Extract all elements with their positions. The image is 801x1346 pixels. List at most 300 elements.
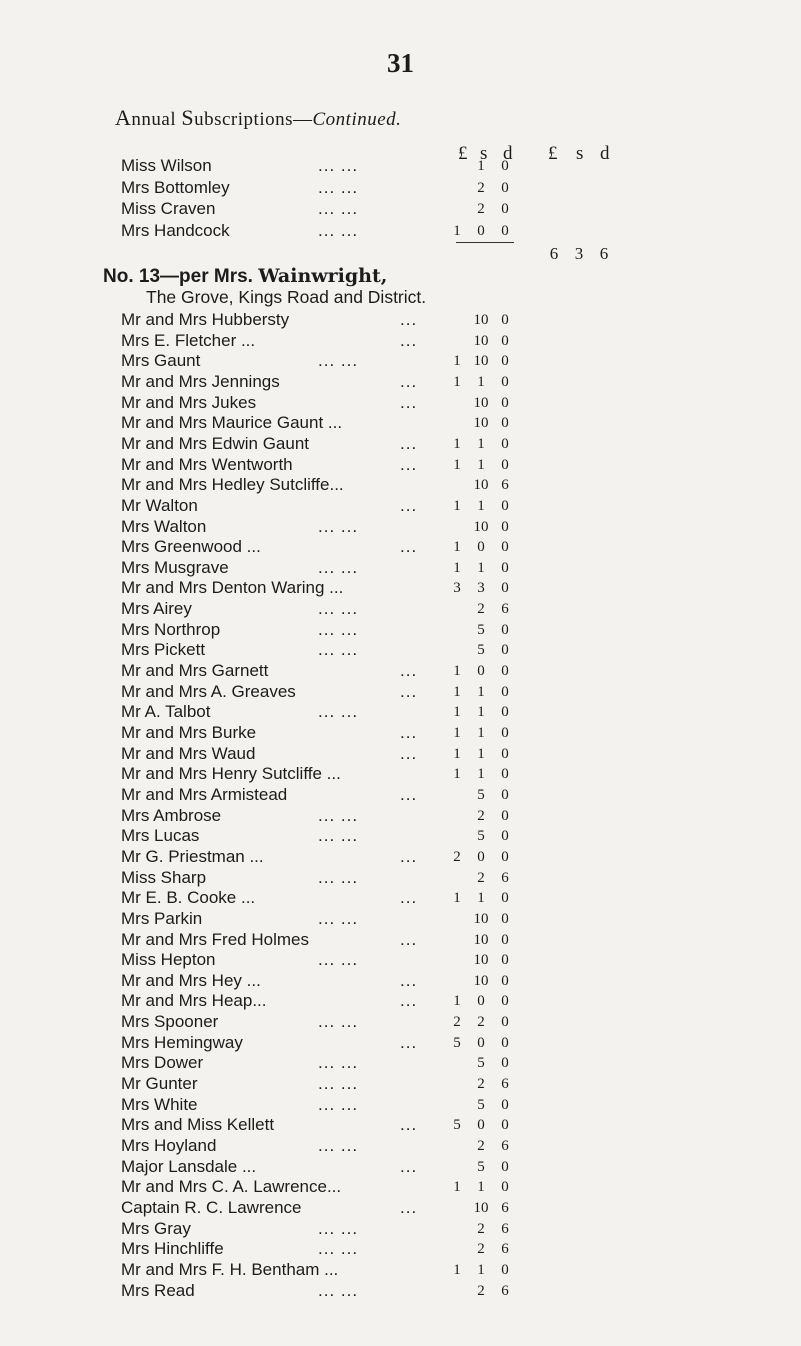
- amount-shillings: 2: [477, 1220, 485, 1237]
- amount-pence: 0: [501, 642, 509, 659]
- subscriber-name: Mr and Mrs Fred Holmes: [121, 929, 309, 949]
- subscriber-name: Mrs Hemingway: [121, 1032, 243, 1052]
- leader-dots: ... ...: [318, 1012, 359, 1032]
- list-item: [0, 1259, 801, 1281]
- subscriber-name: Mrs Gaunt: [121, 351, 201, 371]
- leader-dots: ...: [400, 371, 418, 391]
- amount-pence: 0: [501, 201, 509, 217]
- list-item: [0, 887, 801, 909]
- list-item: [0, 392, 801, 414]
- leader-dots: ... ...: [318, 516, 359, 536]
- amount-pence: 0: [501, 952, 509, 969]
- amount-shillings: 0: [477, 663, 485, 680]
- leader-dots: ... ...: [318, 867, 359, 887]
- list-item: [0, 330, 801, 352]
- amount-shillings: 5: [477, 1055, 485, 1072]
- section-number: No. 13: [103, 266, 161, 287]
- amount-pence: 0: [501, 745, 509, 762]
- amount-pence: 0: [501, 312, 509, 328]
- list-item: [0, 701, 801, 723]
- subscriber-name: Mrs Hinchliffe: [121, 1239, 224, 1259]
- amount-pounds: 2: [453, 848, 461, 865]
- subscriber-name: Mr and Mrs Henry Sutcliffe ...: [121, 764, 341, 784]
- subscriber-name: Mr and Mrs Garnett: [121, 661, 269, 681]
- amount-pounds: 1: [453, 222, 461, 239]
- subscriber-name: Miss Wilson: [121, 156, 212, 175]
- list-item: [0, 763, 801, 785]
- amount-shillings: 5: [477, 621, 485, 638]
- leader-dots: ...: [400, 970, 418, 990]
- leader-dots: ...: [400, 1156, 418, 1176]
- subscriber-name: Mrs Hoyland: [121, 1136, 217, 1155]
- leader-dots: ... ...: [318, 826, 359, 846]
- leader-dots: ... ...: [318, 619, 359, 639]
- amount-pounds: 1: [453, 497, 461, 514]
- leader-dots: ... ...: [318, 1094, 359, 1114]
- subscriber-name: Mr and Mrs Wentworth: [121, 454, 293, 474]
- subscriber-name: Miss Craven: [121, 199, 216, 218]
- amount-pence: 6: [501, 1241, 509, 1258]
- amount-pence: 0: [501, 910, 509, 927]
- leader-dots: ... ...: [318, 1074, 359, 1094]
- amount-pounds: 5: [453, 1034, 461, 1051]
- total-pence: 6: [599, 244, 609, 263]
- leader-dots: ... ...: [318, 351, 359, 371]
- heading-dash: —: [293, 109, 313, 130]
- amount-pence: 0: [501, 559, 509, 576]
- leader-dots: ...: [400, 1032, 418, 1052]
- list-item: [0, 908, 801, 930]
- leader-dots: ...: [400, 681, 418, 701]
- leader-dots: ... ...: [318, 156, 359, 175]
- leader-dots: ...: [400, 661, 418, 681]
- leader-dots: ... ...: [318, 1136, 359, 1155]
- heading-part-ubscriptions: ubscriptions: [194, 109, 293, 130]
- amount-pence: 0: [501, 807, 509, 824]
- leader-dots: ...: [400, 330, 418, 350]
- list-item: [0, 495, 801, 517]
- heading-continued: Continued.: [312, 109, 402, 130]
- subscriber-name: Mrs Musgrave: [121, 557, 229, 577]
- list-item: [0, 1135, 801, 1157]
- amount-pence: 6: [501, 1282, 509, 1299]
- list-item: [0, 454, 801, 476]
- amount-shillings: 10: [473, 518, 489, 535]
- amount-pounds: 1: [453, 373, 461, 390]
- amount-pounds: 1: [453, 766, 461, 783]
- amount-pounds: 2: [453, 1014, 461, 1031]
- heading-initial-a: A: [115, 105, 132, 130]
- amount-pence: 0: [501, 158, 509, 174]
- amount-shillings: 0: [477, 848, 485, 865]
- section-per: per Mrs.: [179, 266, 259, 287]
- list-item: [0, 516, 801, 538]
- list-item: [0, 198, 801, 220]
- amount-pence: 6: [501, 477, 509, 494]
- amount-shillings: 10: [473, 477, 489, 494]
- list-item: [0, 825, 801, 847]
- subscriber-name: Mr and Mrs F. H. Bentham ...: [121, 1259, 339, 1279]
- amount-pence: 0: [501, 828, 509, 845]
- subscriber-name: Mr and Mrs Maurice Gaunt ...: [121, 413, 343, 433]
- leader-dots: ... ...: [318, 1218, 359, 1238]
- subscriber-name: Mrs Bottomley: [121, 177, 230, 197]
- amount-pence: 6: [501, 1199, 509, 1216]
- subscriber-name: Mrs Read: [121, 1280, 195, 1300]
- amount-pence: 0: [501, 1261, 509, 1278]
- amount-pence: 0: [501, 663, 509, 680]
- subscriber-name: Mrs White: [121, 1094, 198, 1114]
- subscriber-name: Mr and Mrs Hedley Sutcliffe...: [121, 475, 344, 495]
- list-item: [0, 1094, 801, 1116]
- subscriber-name: Mrs and Miss Kellett: [121, 1115, 275, 1135]
- amount-shillings: 3: [477, 580, 485, 597]
- col-head-pound-2: £: [548, 143, 558, 164]
- section-title: [103, 265, 387, 288]
- amount-shillings: 0: [477, 993, 485, 1010]
- amount-pence: 0: [501, 539, 509, 556]
- amount-pence: 0: [501, 179, 509, 196]
- amount-pence: 0: [501, 683, 509, 700]
- leader-dots: ...: [400, 784, 418, 804]
- amount-shillings: 1: [477, 435, 485, 452]
- amount-shillings: 5: [477, 1158, 485, 1175]
- amount-pounds: 1: [453, 683, 461, 700]
- total-rule: [456, 242, 514, 243]
- amount-shillings: 2: [477, 869, 485, 886]
- leader-dots: ... ...: [318, 805, 359, 825]
- subscriber-name: Mr and Mrs Armistead: [121, 784, 288, 804]
- page-heading: [115, 105, 401, 131]
- amount-pence: 0: [501, 766, 509, 783]
- amount-pounds: 1: [453, 1261, 461, 1278]
- amount-pence: 0: [501, 621, 509, 638]
- leader-dots: ...: [400, 537, 418, 557]
- subscriber-name: Mr and Mrs Edwin Gaunt: [121, 433, 310, 453]
- leader-dots: ... ...: [318, 908, 359, 928]
- leader-dots: ...: [400, 1197, 418, 1217]
- amount-pounds: 1: [453, 725, 461, 741]
- subscriber-name: Mr and Mrs Denton Waring ...: [121, 578, 344, 598]
- amount-pence: 0: [501, 332, 509, 349]
- list-item: [0, 1052, 801, 1074]
- subscriber-name: Mr and Mrs Burke: [121, 723, 257, 742]
- amount-pence: 0: [501, 1117, 509, 1134]
- subscriber-name: Mr G. Priestman ...: [121, 846, 264, 866]
- list-item: [0, 681, 801, 703]
- amount-shillings: 10: [473, 972, 489, 989]
- list-item: [0, 371, 801, 393]
- leader-dots: ... ...: [318, 1053, 359, 1073]
- amount-shillings: 2: [477, 601, 485, 618]
- amount-shillings: 5: [477, 642, 485, 659]
- amount-pounds: 1: [453, 435, 461, 452]
- amount-pence: 0: [501, 518, 509, 535]
- amount-shillings: 1: [477, 456, 485, 473]
- subscriber-name: Mrs Handcock: [121, 220, 230, 240]
- subscriber-name: Mrs Airey: [121, 599, 192, 619]
- amount-pence: 0: [501, 704, 509, 721]
- subscriber-name: Mrs Dower: [121, 1053, 204, 1073]
- amount-pence: 0: [501, 725, 509, 741]
- amount-shillings: 2: [477, 1014, 485, 1031]
- section-address: The Grove, Kings Road and District.: [146, 287, 427, 307]
- amount-shillings: 1: [477, 559, 485, 576]
- subscriber-name: Mr and Mrs Waud: [121, 743, 256, 763]
- amount-pence: 0: [501, 1055, 509, 1072]
- amount-shillings: 1: [477, 725, 485, 741]
- subscriber-name: Mr Gunter: [121, 1074, 198, 1094]
- subscriber-name: Mr E. B. Cooke ...: [121, 888, 256, 908]
- subscriber-name: Mrs Ambrose: [121, 805, 222, 825]
- subscriber-name: Mrs Greenwood ...: [121, 537, 261, 557]
- amount-pence: 0: [501, 786, 509, 803]
- subscriber-name: Major Lansdale ...: [121, 1156, 257, 1176]
- subscriber-name: Miss Hepton: [121, 950, 216, 970]
- list-item: [0, 433, 801, 455]
- amount-shillings: 1: [477, 373, 485, 390]
- amount-shillings: 1: [477, 890, 485, 907]
- subscriber-name: Miss Sharp: [121, 867, 207, 887]
- amount-shillings: 0: [477, 1034, 485, 1051]
- list-item: [0, 990, 801, 1012]
- amount-shillings: 10: [473, 394, 489, 411]
- amount-pence: 0: [501, 972, 509, 989]
- leader-dots: ... ...: [318, 640, 359, 660]
- amount-shillings: 10: [473, 1199, 489, 1216]
- amount-pence: 0: [501, 1158, 509, 1175]
- amount-shillings: 1: [477, 766, 485, 783]
- amount-pence: 0: [501, 1034, 509, 1051]
- amount-shillings: 10: [473, 353, 489, 370]
- amount-pence: 0: [501, 415, 509, 432]
- amount-shillings: 0: [477, 539, 485, 556]
- subscriber-name: Mrs Spooner: [121, 1012, 219, 1032]
- amount-pence: 6: [501, 869, 509, 886]
- amount-shillings: 1: [477, 497, 485, 514]
- list-item: [0, 949, 801, 971]
- subscriber-name: Mrs E. Fletcher ...: [121, 330, 256, 350]
- amount-pence: 6: [501, 1138, 509, 1154]
- list-item: [0, 1156, 801, 1178]
- leader-dots: ...: [400, 929, 418, 949]
- amount-shillings: 1: [477, 745, 485, 762]
- amount-pence: 0: [501, 353, 509, 370]
- list-item: [0, 1197, 801, 1219]
- amount-shillings: 1: [477, 683, 485, 700]
- amount-shillings: 10: [473, 931, 489, 948]
- amount-pounds: 1: [453, 890, 461, 907]
- subscriber-name: Mr and Mrs Jennings: [121, 371, 280, 391]
- leader-dots: ...: [400, 888, 418, 908]
- list-item: [0, 1280, 801, 1302]
- list-item: [0, 557, 801, 579]
- leader-dots: ...: [400, 454, 418, 474]
- amount-shillings: 10: [473, 952, 489, 969]
- leader-dots: ...: [400, 310, 418, 329]
- total-shillings: 3: [574, 244, 584, 263]
- amount-pounds: 1: [453, 1179, 461, 1196]
- col-head-shilling-1: s: [480, 143, 488, 164]
- list-item: [0, 350, 801, 372]
- leader-dots: ...: [400, 495, 418, 515]
- list-item: [0, 660, 801, 682]
- amount-pounds: 1: [453, 539, 461, 556]
- leader-dots: ...: [400, 1115, 418, 1135]
- list-item: [0, 784, 801, 806]
- leader-dots: ...: [400, 846, 418, 866]
- leader-dots: ... ...: [318, 177, 359, 197]
- list-item: [0, 1176, 801, 1198]
- leader-dots: ... ...: [318, 1280, 359, 1300]
- col-head-pence-2: d: [600, 143, 610, 164]
- subscriber-name: Mr Walton: [121, 495, 198, 515]
- list-item: [0, 577, 801, 599]
- leader-dots: ... ...: [318, 557, 359, 577]
- amount-pence: 0: [501, 222, 509, 239]
- amount-shillings: 10: [473, 415, 489, 432]
- leader-dots: ... ...: [318, 950, 359, 970]
- subscriber-name: Mr and Mrs A. Greaves: [121, 681, 296, 701]
- subscriber-name: Mrs Gray: [121, 1218, 191, 1238]
- leader-dots: ... ...: [318, 702, 359, 722]
- subscriber-name: Mrs Pickett: [121, 640, 206, 660]
- col-head-pence-1: d: [503, 143, 513, 164]
- leader-dots: ... ...: [318, 199, 359, 218]
- heading-initial-s: S: [181, 105, 195, 130]
- list-item: [0, 1238, 801, 1260]
- amount-pounds: 1: [453, 993, 461, 1010]
- list-item: [0, 220, 801, 242]
- leader-dots: ... ...: [318, 599, 359, 619]
- heading-part-nnual: nnual: [131, 109, 182, 130]
- amount-pence: 0: [501, 1096, 509, 1113]
- amount-shillings: 2: [477, 201, 485, 217]
- list-item: [0, 1218, 801, 1240]
- amount-shillings: 10: [473, 332, 489, 349]
- amount-pence: 6: [501, 1220, 509, 1237]
- amount-pounds: 5: [453, 1117, 461, 1134]
- amount-shillings: 1: [477, 1261, 485, 1278]
- amount-shillings: 10: [473, 910, 489, 927]
- list-item: [0, 805, 801, 827]
- list-item: [0, 474, 801, 496]
- section-collector: Wainwright,: [258, 265, 388, 287]
- total-pounds: 6: [549, 244, 559, 263]
- amount-shillings: 2: [477, 1076, 485, 1093]
- amount-pence: 0: [501, 931, 509, 948]
- amount-shillings: 1: [477, 704, 485, 721]
- subscriber-name: Mrs Walton: [121, 516, 207, 536]
- amount-shillings: 0: [477, 222, 485, 239]
- subscriber-name: Mrs Parkin: [121, 908, 203, 928]
- amount-pence: 0: [501, 890, 509, 907]
- page-number: 31: [387, 48, 414, 78]
- amount-pence: 0: [501, 435, 509, 452]
- amount-shillings: 10: [473, 312, 489, 328]
- list-item: [0, 846, 801, 868]
- subscriber-name: Mrs Northrop: [121, 619, 221, 639]
- amount-pounds: 1: [453, 456, 461, 473]
- amount-pence: 0: [501, 373, 509, 390]
- amount-pence: 0: [501, 456, 509, 473]
- col-head-shilling-2: s: [576, 143, 584, 164]
- leader-dots: ...: [400, 743, 418, 763]
- list-item: [0, 1032, 801, 1054]
- amount-pence: 6: [501, 1076, 509, 1093]
- subscriber-name: Mr and Mrs C. A. Lawrence...: [121, 1177, 342, 1197]
- list-item: [0, 309, 801, 331]
- list-item: [0, 598, 801, 620]
- list-item: [0, 1011, 801, 1033]
- amount-shillings: 1: [477, 1179, 485, 1196]
- amount-shillings: 1: [477, 158, 485, 174]
- col-head-pound-1: £: [458, 143, 468, 164]
- list-item: [0, 177, 801, 199]
- list-item: [0, 619, 801, 641]
- list-item: [0, 155, 801, 177]
- amount-shillings: 5: [477, 786, 485, 803]
- amount-shillings: 5: [477, 1096, 485, 1113]
- subscriber-name: Mr and Mrs Jukes: [121, 392, 257, 412]
- amount-pence: 0: [501, 580, 509, 597]
- subscriber-name: Mr and Mrs Heap...: [121, 991, 267, 1011]
- list-item: [0, 412, 801, 434]
- leader-dots: ...: [400, 433, 418, 453]
- amount-shillings: 0: [477, 1117, 485, 1134]
- leader-dots: ... ...: [318, 220, 359, 240]
- amount-pounds: 3: [453, 580, 461, 597]
- leader-dots: ...: [400, 723, 418, 742]
- list-item: [0, 743, 801, 765]
- list-item: [0, 1114, 801, 1136]
- subscriber-name: Mr and Mrs Hey ...: [121, 970, 261, 990]
- amount-pounds: 1: [453, 353, 461, 370]
- list-item: [0, 929, 801, 951]
- amount-pence: 0: [501, 1179, 509, 1196]
- amount-shillings: 2: [477, 1241, 485, 1258]
- subscriber-name: Captain R. C. Lawrence: [121, 1197, 302, 1217]
- amount-pence: 0: [501, 1014, 509, 1031]
- list-item: [0, 536, 801, 558]
- amount-pounds: 1: [453, 559, 461, 576]
- amount-pounds: 1: [453, 704, 461, 721]
- amount-pence: 0: [501, 497, 509, 514]
- amount-shillings: 2: [477, 807, 485, 824]
- subscriber-name: Mrs Lucas: [121, 826, 200, 846]
- list-item: [0, 867, 801, 889]
- amount-pence: 0: [501, 993, 509, 1010]
- amount-pence: 6: [501, 601, 509, 618]
- amount-shillings: 2: [477, 1282, 485, 1299]
- subscriber-name: Mr and Mrs Hubbersty: [121, 310, 290, 329]
- list-item: [0, 639, 801, 661]
- leader-dots: ...: [400, 392, 418, 412]
- amount-shillings: 2: [477, 1138, 485, 1154]
- list-item: [0, 1073, 801, 1095]
- amount-pence: 0: [501, 848, 509, 865]
- list-item: [0, 970, 801, 992]
- amount-pence: 0: [501, 394, 509, 411]
- leader-dots: ... ...: [318, 1239, 359, 1259]
- section-dash: —: [160, 266, 180, 287]
- leader-dots: ...: [400, 991, 418, 1011]
- amount-pounds: 1: [453, 745, 461, 762]
- list-item: [0, 722, 801, 744]
- subscriber-name: Mr A. Talbot: [121, 702, 211, 722]
- amount-shillings: 2: [477, 179, 485, 196]
- amount-pounds: 1: [453, 663, 461, 680]
